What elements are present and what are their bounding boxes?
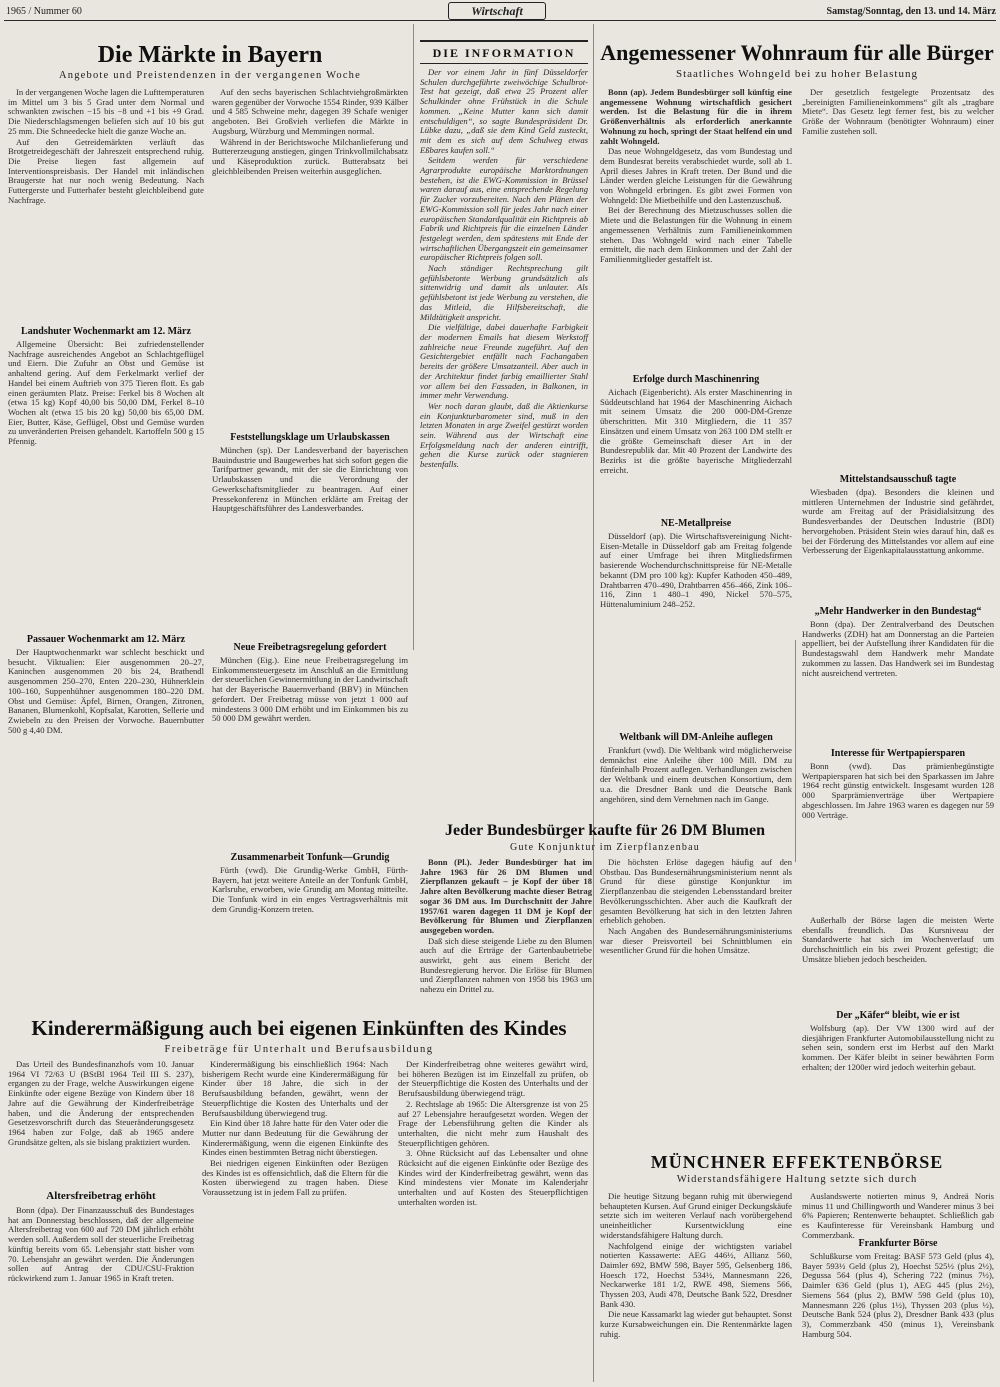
paragraph: Auf den Getreidemärkten verläuft das Brotgetreidegeschäft der Jahreszeit entsprechend ruhig. Die Preise liegen fast allgemein auf Interventionspreisbasis. Der Handel mit inländischen Braugerste hat nur noch wenig Bedeutung. Nach Futtergerste und Futterhafer besteht gleichbleibend gute Nachfrage. <box>8 136 204 205</box>
tonfunk-body <box>212 866 408 988</box>
kinder-headline: Kinderermäßigung auch bei eigenen Einkünften des Kindes <box>31 1016 567 1040</box>
paragraph: Während in der Berichtswoche Milchanlieferung und Buttererzeugung anstiegen, gingen Trinkvollmilchabsatz und Käseproduktion zurück. Butterabsatz bei gleichbleibenden Preisen weiterhin ausgeglichen. <box>212 136 408 176</box>
paragraph: Die vielfältige, dabei dauerhafte Farbigkeit der modernen Emails hat diesem Werkstoff zahlreiche neue Freunde zugeführt. Auf den Gesichtergebiet entfällt nach Fachangaben bereits der größere Umsatzanteil. Aber auch in der Architektur findet farbig emaillierter Stahl vor allem bei den Fassaden, in Balkonen, in immer mehr Verwendung. <box>420 322 588 401</box>
paragraph: Das neue Wohngeldgesetz, das vom Bundestag und dem Bundesrat bereits verabschiedet wurde, soll ab 1. April dieses Jahres in Kraft treten. Der Bund und die Länder werden gleiche Leistungen für die Gewährung von Wohngeld erbringen. Es gibt zwei Formen von Wohngeld: Die Mietbeihilfe und den Lastenzuschuß. <box>600 146 792 205</box>
paragraph: 3. Ohne Rücksicht auf das Lebensalter und ohne Rücksicht auf die eigenen Einkünfte oder Bezüge des Kindes wird der Kinderfreibetrag gewährt, wenn das Kind mindestens vier Monate im Kalenderjahr unterhalten und auf Kosten des Steuerpflichtigen unterhalten worden ist. <box>398 1148 588 1207</box>
paragraph: München (sp). Der Landesverband der bayerischen Bauindustrie und Baugewerbes hat sich sofort gegen die Tarifpartner gewandt, mit der sie die Einrichtung von Urlaubskassen und die Verordnung der Gewerkschaftsmitglieder zu beantragen. Auf einer Pressekonferenz in München erklärte am Freitag der Hauptgeschäftsführer des Landesverbandes. <box>212 445 408 514</box>
column-divider <box>795 640 796 862</box>
paragraph: Allgemeine Übersicht: Bei zufriedenstellender Nachfrage ausreichendes Angebot an Schlachtgeflügel und Eiern. Die Zufuhr an Obst und Gemüse ist anhaltend gering. Auf dem Ferkelmarkt verlief der Handel bei einem Auftrieb von 375 Tieren flott. Es gab einen geräumten Platz. Preise: Ferkel bis 8 Wochen alt (etwa 15 kg) Kopf 40,00 bis 50,00 DM, Ferkel 8–10 Wochen alt (etwa 15 bis 20 kg) 50,00 bis 65,00 DM. Eier, Butter, Käse, Geflügel, Obst und Gemüse wurden zu unveränderten Preisen gehandelt. Kartoffeln 500 g 15 Pfennig. <box>8 339 204 447</box>
handwerker-body <box>802 620 994 746</box>
landshut-body <box>8 340 204 590</box>
boerse-column-2 <box>802 1191 994 1240</box>
paragraph: Bei der Berechnung des Mietzuschusses sollen die Miete und die Belastungen für die Wohnung in einem angemessenen Verhältnis zum Familieneinkommen stehen. Das Wohngeld wird nach einer Tabelle ermittelt, die nach dem Einkommen und der Zahl der Familienmitglieder gestaffelt ist. <box>600 205 792 264</box>
frankfurt-body <box>802 1252 994 1382</box>
paragraph: Auslandswerte notierten minus 9, Andreä Noris minus 11 und Chillingworth und Wanderer minus 3 bei 6% Papieren; Rentenwerte behauptet. Schließlich gab es Kaufinteresse für Vereinsbank Hamburg und Commerzbank. <box>802 1191 994 1240</box>
kinder-column-1 <box>8 1059 194 1147</box>
paragraph: Aichach (Eigenbericht). Als erster Maschinenring in Süddeutschland hat 1964 der Maschinenring Aichach mit seinem Umsatz die 200 000-DM-Grenze überschritten. Mit 310 Mitgliedern, die 11 357 Einsätzen und einem Umsatz von 263 100 DM stellt er die größte Gemeinschaft dieser Art in der Bundesrepublik dar. Mit 40 Prozent der Landwirte des Bezirks ist die größte bayerische Mitgliederzahl erreicht. <box>600 387 792 475</box>
frankfurt-headline: Frankfurter Börse <box>858 1238 938 1249</box>
header-date: Samstag/Sonntag, den 13. und 14. März <box>826 6 996 17</box>
header-rule <box>4 20 996 21</box>
paragraph: In der vergangenen Woche lagen die Lufttemperaturen im Mittel um 3 bis 5 Grad unter dem Normal und schwankten zwischen −15 bis −8 und +1 bis +9 Grad. Die Niederschlagsmengen beliefen sich auf 10 bis gut 25 mm. Die Schneedecke hielt die ganze Woche an. <box>8 87 204 136</box>
info-box <box>420 40 588 646</box>
kaefer-body <box>802 1024 994 1144</box>
paragraph: Kinderermäßigung bis einschließlich 1964: Nach bisherigem Recht wurde eine Kinderermäßigung für Kinder über 18 Jahre, die sich in der Berufsausbildung befanden, gewährt, wenn der Steuerpflichtige die Kosten des Unterhalts und der Berufsausbildung überwiegend trug. <box>202 1059 388 1118</box>
freibetrag-headline: Neue Freibetragsregelung gefordert <box>233 642 387 653</box>
paragraph: Der Kinderfreibetrag ohne weiteres gewährt wird, bei höheren Bezügen ist im Einzelfall zu prüfen, ob der Steuerpflichtige die Kosten des Unterhalts und der Berufsausbildung überwiegend trägt. <box>398 1059 588 1099</box>
urlaubskassen-headline: Feststellungsklage um Urlaubskassen <box>230 432 390 443</box>
tonfunk-headline: Zusammenarbeit Tonfunk—Grundig <box>230 852 390 863</box>
paragraph: Auf den sechs bayerischen Schlachtviehgroßmärkten waren gegenüber der Vorwoche 1554 Rinder, 939 Kälber und 4 585 Schweine mehr, dagegen 39 Schafe weniger angeboten. Bei Großvieh verliefen die Märkte in Augsburg, Würzburg und Memmingen normal. <box>212 87 408 136</box>
boerse-headline: MÜNCHNER EFFEKTENBÖRSE <box>650 1152 944 1172</box>
paragraph: Die höchsten Erlöse dagegen häufig auf den Obstbau. Das Bundesernährungsministerium nennt als Grund für diese günstige Konjunktur im Zierpflanzenbau die steigenden Lebensstandard breiter Bevölkerungsschichten. Aber auch die Kaufkraft der gesamten Bevölkerung hat sich in den letzten Jahren erheblich gehoben. <box>600 857 792 926</box>
paragraph: Die neue Kassamarkt lag wieder gut behauptet. Sonst kurze Kursabweichungen ein. Die Rentenmärkte lagen ruhig. <box>600 1309 792 1339</box>
kinder-subtitle: Freibeträge für Unterhalt und Berufsausbildung <box>164 1044 434 1055</box>
landshut-headline: Landshuter Wochenmarkt am 12. März <box>21 326 191 337</box>
maerkte-column-1 <box>8 88 204 320</box>
maerkte-headline: Die Märkte in Bayern <box>97 42 323 68</box>
weltbank-body <box>600 746 792 810</box>
paragraph: Wiesbaden (dpa). Besonders die kleinen und mittleren Unternehmen der Industrie sind gefährdet, wurde am Freitag auf der Präsidialsitzung des Bundesverbandes der Deutschen Industrie (BDI) hervorgehoben. Präsident Stein wies darauf hin, daß es bei der Förderung des Mittelstandes vor allem auf eine Verbesserung der Eigenkapitalausstattung ankomme. <box>802 487 994 556</box>
paragraph: Ein Kind über 18 Jahre hatte für den Vater oder die Mutter nur dann Bedeutung für die Gewährung der Kinderermäßigung, wenn die eigenen Einkünfte des Kindes einen bestimmten Betrag nicht überstiegen. <box>202 1118 388 1158</box>
header-issue: 1965 / Nummer 60 <box>6 6 82 17</box>
paragraph: Nach ständiger Rechtsprechung gilt gefühlsbetonte Werbung grundsätzlich als sittenwidrig und damit als unlauter. Als gefühlsbetont ist jede Werbung zu verstehen, die das Mitleid, die Hilfsbereitschaft, die Mildtätigkeit anspricht. <box>420 263 588 322</box>
paragraph: Nach Angaben des Bundesernährungsministeriums war dieser Preisvorteil bei Schnittblumen ein wesentlicher Grund für die hohen Umsätze. <box>600 925 792 956</box>
paragraph: Bei niedrigen eigenen Einkünften oder Bezügen des Kindes ist es offensichtlich, daß die Eltern für die Kosten überwiegend zu tragen haben. Diese Voraussetzung ist in jedem Fall zu prüfen. <box>202 1158 388 1198</box>
urlaubskassen-body <box>212 446 408 636</box>
passau-body <box>8 648 204 868</box>
blumen-column-1 <box>420 858 592 1000</box>
mittelstand-headline: Mittelstandsausschuß tagte <box>839 474 957 485</box>
paragraph: Bonn (dpa). Der Finanzausschuß des Bundestages hat am Donnerstag beschlossen, daß der allgemeine Altersfreibetrag von 600 auf 720 DM jährlich erhöht werden soll. Außerdem soll der steuerliche Freibetrag künftig bereits vom 65. Lebensjahr statt bisher vom 70. Lebensjahr an gewährt werden. Die Änderungen sollen auf Antrag der CDU/CSU-Fraktion rückwirkend zum 1. Januar 1965 in Kraft treten. <box>8 1205 194 1283</box>
boerse-subtitle: Widerstandsfähigere Haltung setzte sich durch <box>676 1174 918 1185</box>
paragraph: Schlußkurse vom Freitag: BASF 573 Geld (plus 4), Bayer 593½ Geld (plus 2), Hoechst 525½ (plus 2½), Degussa 564 (plus 4), Schering 722 (minus 7½), Daimler 636 Geld (plus 1), AEG 445 (plus 2½), Siemens 564 (plus 2), BMW 598 Geld (plus 10), Mannesmann 226 (plus 1½), Thyssen 203 (plus ½), Deutsche Bank 524 (plus 2), Dresdner Bank 433 (plus 3), Commerzbank 450 (minus 1), Vereinsbank Hamburg 504. <box>802 1251 994 1339</box>
blumen-column-2 <box>600 858 792 1048</box>
paragraph: Daß sich diese steigende Liebe zu den Blumen auch auf die Erträge der Gartenbaubetriebe auswirkt, geht aus einem Bericht der Bundesregierung hervor. Die Erlöse für Blumen und Zierpflanzen nahmen von 1958 bis 1963 um nahezu ein Drittel zu. <box>420 935 592 995</box>
paragraph: Wer noch daran glaubt, daß die Aktienkurse ein Konjunkturbarometer sind, muß in den letzten Monaten in arge Zweifel gestürzt worden sein. Während aus der Wirtschaft eine Erfolgsmeldung nach der anderen eintrifft, gehen die Kurse zurück oder stagnieren bestenfalls. <box>420 400 588 470</box>
paragraph: Der Hauptwochenmarkt war schlecht beschickt und besucht. Viktualien: Eier ausgenommen 20–27, Kaninchen ausgenommen 20 bis 24, Brathendl ausgenommen 250–270, Enten 220–230, Hühnerklein 100–160, Suppenhühner ausgenommen 180–220 DM. Obst und Gemüse: Äpfel, Birnen, Orangen, Zitronen, Bananen, Blumenkohl, Kopfsalat, Karotten, Sellerie und Zwiebeln zu den Preisen der Vorwoche. Bauernbutter 500 g 4,40 DM. <box>8 647 204 735</box>
paragraph: München (Eig.). Eine neue Freibetragsregelung im Einkommensteuergesetz im Anschluß an die Ermittlung der steuerlichen Gewinnermittlung in der Landwirtschaft hat der Bayerische Bauernverband (BBV) in München gefordert. Der Freibetrag müsse von jetzt 1 000 auf mindestens 3 000 DM erhöht und im Einkommen bis zu 50 000 DM gewährt werden. <box>212 655 408 724</box>
boerse-column-1 <box>600 1192 792 1382</box>
section-title: Wirtschaft <box>471 4 523 18</box>
weltbank-headline: Weltbank will DM-Anleihe auflegen <box>619 732 773 743</box>
blumen-headline: Jeder Bundesbürger kaufte für 26 DM Blumen <box>444 822 765 839</box>
paragraph: Die heutige Sitzung begann ruhig mit überwiegend behaupteten Kursen. Auf Grund einiger Deckungskäufe setzte sich im weiteren Verlauf nach vorübergehend uneinheitlicher Kursentwicklung eine widerstandsfähigere Haltung durch. <box>600 1191 792 1240</box>
info-body <box>420 68 588 648</box>
alters-headline: Altersfreibetrag erhöht <box>46 1190 156 1202</box>
paragraph: Außerhalb der Börse lagen die meisten Werte ebenfalls freundlich. Das Kursniveau der Standardwerte hat sich im Wochenverlauf um durchschnittlich ein bis zwei Prozent gefestigt; die Umsätze blieben jedoch bescheiden. <box>802 915 994 964</box>
nemetall-body <box>600 532 792 652</box>
info-headline: DIE INFORMATION <box>420 46 588 64</box>
paragraph: Bonn (vwd). Das prämienbegünstigte Wertpapiersparen hat sich bei den Sparkassen im Jahre 1964 recht günstig entwickelt. Insgesamt wurden 128 000 Sparprämienverträge über Wertpapiere abgeschlossen. Im Jahre 1963 waren es dagegen nur 59 000 Verträge. <box>802 761 994 820</box>
maschinenring-body <box>600 388 792 512</box>
paragraph: Düsseldorf (ap). Die Wirtschaftsvereinigung Nicht-Eisen-Metalle in Düsseldorf gab am Freitag folgende auf einer Umfrage bei ihren Mitgliedsfirmen basierende Wochendurchschnittspreise für NE-Metalle bekannt (DM pro 100 kg): Kupfer Kathoden 450–489, Drahtbarren 470–490, Drahtbarren 456–466, Zink 106–116, Zinn 1 480–1 490, Nickel 570–575, Hüttenaluminium 248–252. <box>600 531 792 609</box>
wohngeld-headline: Angemessener Wohnraum für alle Bürger <box>600 40 994 65</box>
passau-headline: Passauer Wochenmarkt am 12. März <box>26 634 186 645</box>
handwerker-headline: „Mehr Handwerker in den Bundestag“ <box>814 606 982 617</box>
paragraph: Nachfolgend einige der wichtigsten variabel notierten Kassawerte: AEG 446½, Allianz 560, Daimler 692, BMW 598, Bayer 595, Gelsenberg 186, Hoesch 172, Hoechst 534½, Mannesmann 226, Neckarwerke 181 1/2, RWE 498, Siemens 566, Thyssen 203, Audi 478, Deutsche Bank 522, Dresdner Bank 430. <box>600 1240 792 1309</box>
section-stamp <box>448 2 546 20</box>
paragraph: Das Urteil des Bundesfinanzhofs vom 10. Januar 1964 VI 72/63 U (BStBl 1964 Teil III S. 237), ergangen zu der Frage, welche Auswirkungen eigene Einkünfte oder eigene Bezüge von Kindern über 18 Jahre auf die Gewährung der Kinderfreibeträge haben, und die Änderung der entsprechenden Gesetzesvorschrift durch das Steueränderungsgesetz 1964 haben zur Folge, daß ab 1965 andere Grundsätze gelten, als sie bislang praktiziert wurden. <box>8 1059 194 1147</box>
wohngeld-column-1 <box>600 88 792 368</box>
paragraph: Bonn (ap). Jedem Bundesbürger soll künftig eine angemessene Wohnung wirtschaftlich gesichert werden. Ist die Belastung für die in ihrem Größenverhältnis als erforderlich anerkannte Wohnung zu hoch, springt der Staat helfend ein und zahlt Wohngeld. <box>600 87 792 146</box>
kaefer-headline: Der „Käfer“ bleibt, wie er ist <box>836 1010 960 1021</box>
paragraph: Der vor einem Jahr in fünf Düsseldorfer Schulen durchgeführte zweiwöchige Schulbrot-Test hat gezeigt, daß etwa 25 Prozent aller Schulkinder ohne Frühstück in die Schule kommen. „Keine Mutter kann sich damit entschuldigen“, so sagte Bundespräsident Dr. Lübke dazu, „daß sie dem Kind Geld zusteckt, mit dem es sich auf dem Schulweg etwas Eßbares kaufen soll.“ <box>420 67 588 155</box>
maerkte-subtitle: Angebote und Preistendenzen in der vergangenen Woche <box>58 70 361 81</box>
nemetall-headline: NE-Metallpreise <box>660 518 732 529</box>
mittelstand-body <box>802 488 994 604</box>
wertpapier-body <box>802 762 994 912</box>
paragraph: Der gesetzlich festgelegte Prozentsatz des „bereinigten Familieneinkommens“ gilt als „tragbare Miete“. Das Gesetz legt ferner fest, bis zu welcher Größe der Wohnraum (benötigter Wohnraum) einer Familie zustehen soll. <box>802 87 994 136</box>
maschinenring-headline: Erfolge durch Maschinenring <box>632 374 760 385</box>
kinder-column-2 <box>202 1060 388 1382</box>
wohngeld-subtitle: Staatliches Wohngeld bei zu hoher Belastung <box>675 68 918 80</box>
paragraph: 2. Rechtslage ab 1965: Die Altersgrenze ist von 25 auf 27 Lebensjahre heraufgesetzt worden. Wegen der Frage der Lebensführung gelten die Kinder als unterhalten, die nicht mehr zum Haushalt des Steuerpflichtigen gehören. <box>398 1098 588 1148</box>
paragraph: Wolfsburg (ap). Der VW 1300 wird auf der diesjährigen Frankfurter Automobilausstellung nicht zu sehen sein, sondern erst im Herbst auf den Markt kommen. Der Käfer bleibt in seiner bewährten Form erhalten; der 1200er wird jedoch weiterhin gebaut. <box>802 1023 994 1072</box>
lower-right-body <box>802 916 994 1006</box>
paragraph: Seitdem werden für verschiedene Agrarprodukte europäische Marktordnungen bestehen, ist die EWG-Kommission in Brüssel waren darauf aus, eine entsprechende Regelung für Zucker vorzubereiten. Nach den Plänen der EWG-Kommission soll für jedes Jahr nach einer europäischen Standardqualität ein Richtpreis ab Fabrik und Richtpreis für die einzelnen Länder festgelegt werden, dem spätestens mit Ende der wirtschaftlichen Übergangszeit ein gemeinsamer europäischer Richtpreis folgen soll. <box>420 155 588 263</box>
paragraph: Frankfurt (vwd). Die Weltbank wird möglicherweise demnächst eine Anleihe über 100 Mill. DM zu fünfeinhalb Prozent auflegen. Verhandlungen zwischen der Weltbank und einem deutschen Konsortium, dem u.a. die Dresdner Bank und die Deutsche Bank angehören, sind dem Vernehmen nach im Gange. <box>600 745 792 804</box>
kinder-column-3 <box>398 1060 588 1382</box>
paragraph: Fürth (vwd). Die Grundig-Werke GmbH, Fürth-Bayern, hat jetzt weitere Anteile an der Tonfunk GmbH, Karlsruhe, erworben, wie Grundig am Montag mitteilte. Die Tonfunk wird in ein enges Vertragsverhältnis mit dem Grundig-Konzern treten. <box>212 865 408 914</box>
blumen-subtitle: Gute Konjunktur im Zierpflanzenbau <box>510 842 700 853</box>
freibetrag-body <box>212 656 408 846</box>
column-divider <box>413 24 414 650</box>
paragraph: Bonn (Pl.). Jeder Bundesbürger hat im Jahre 1963 für 26 DM Blumen und Zierpflanzen gekauft – je Kopf der über 18 Jahre alten Bevölkerung machte dieser Betrag sogar 36 DM aus. Im Durchschnitt der Jahre 1957/61 waren dagegen 11 DM je Kopf der Bevölkerung für Blumen und Zierpflanzen ausgegeben worden. <box>420 857 592 935</box>
maerkte-column-2 <box>212 88 408 320</box>
wohngeld-column-2 <box>802 88 994 378</box>
alters-body <box>8 1206 194 1382</box>
column-divider <box>593 24 594 1382</box>
wertpapier-headline: Interesse für Wertpapiersparen <box>830 748 966 759</box>
paragraph: Bonn (dpa). Der Zentralverband des Deutschen Handwerks (ZDH) hat am Donnerstag an die Parteien appelliert, bei der Aufstellung ihrer Kandidaten für die Bundestagswahl dem Handwerk mehr Mandate zukommen zu lassen. Das Handwerk sei im Bundestag nicht ausreichend vertreten. <box>802 619 994 678</box>
